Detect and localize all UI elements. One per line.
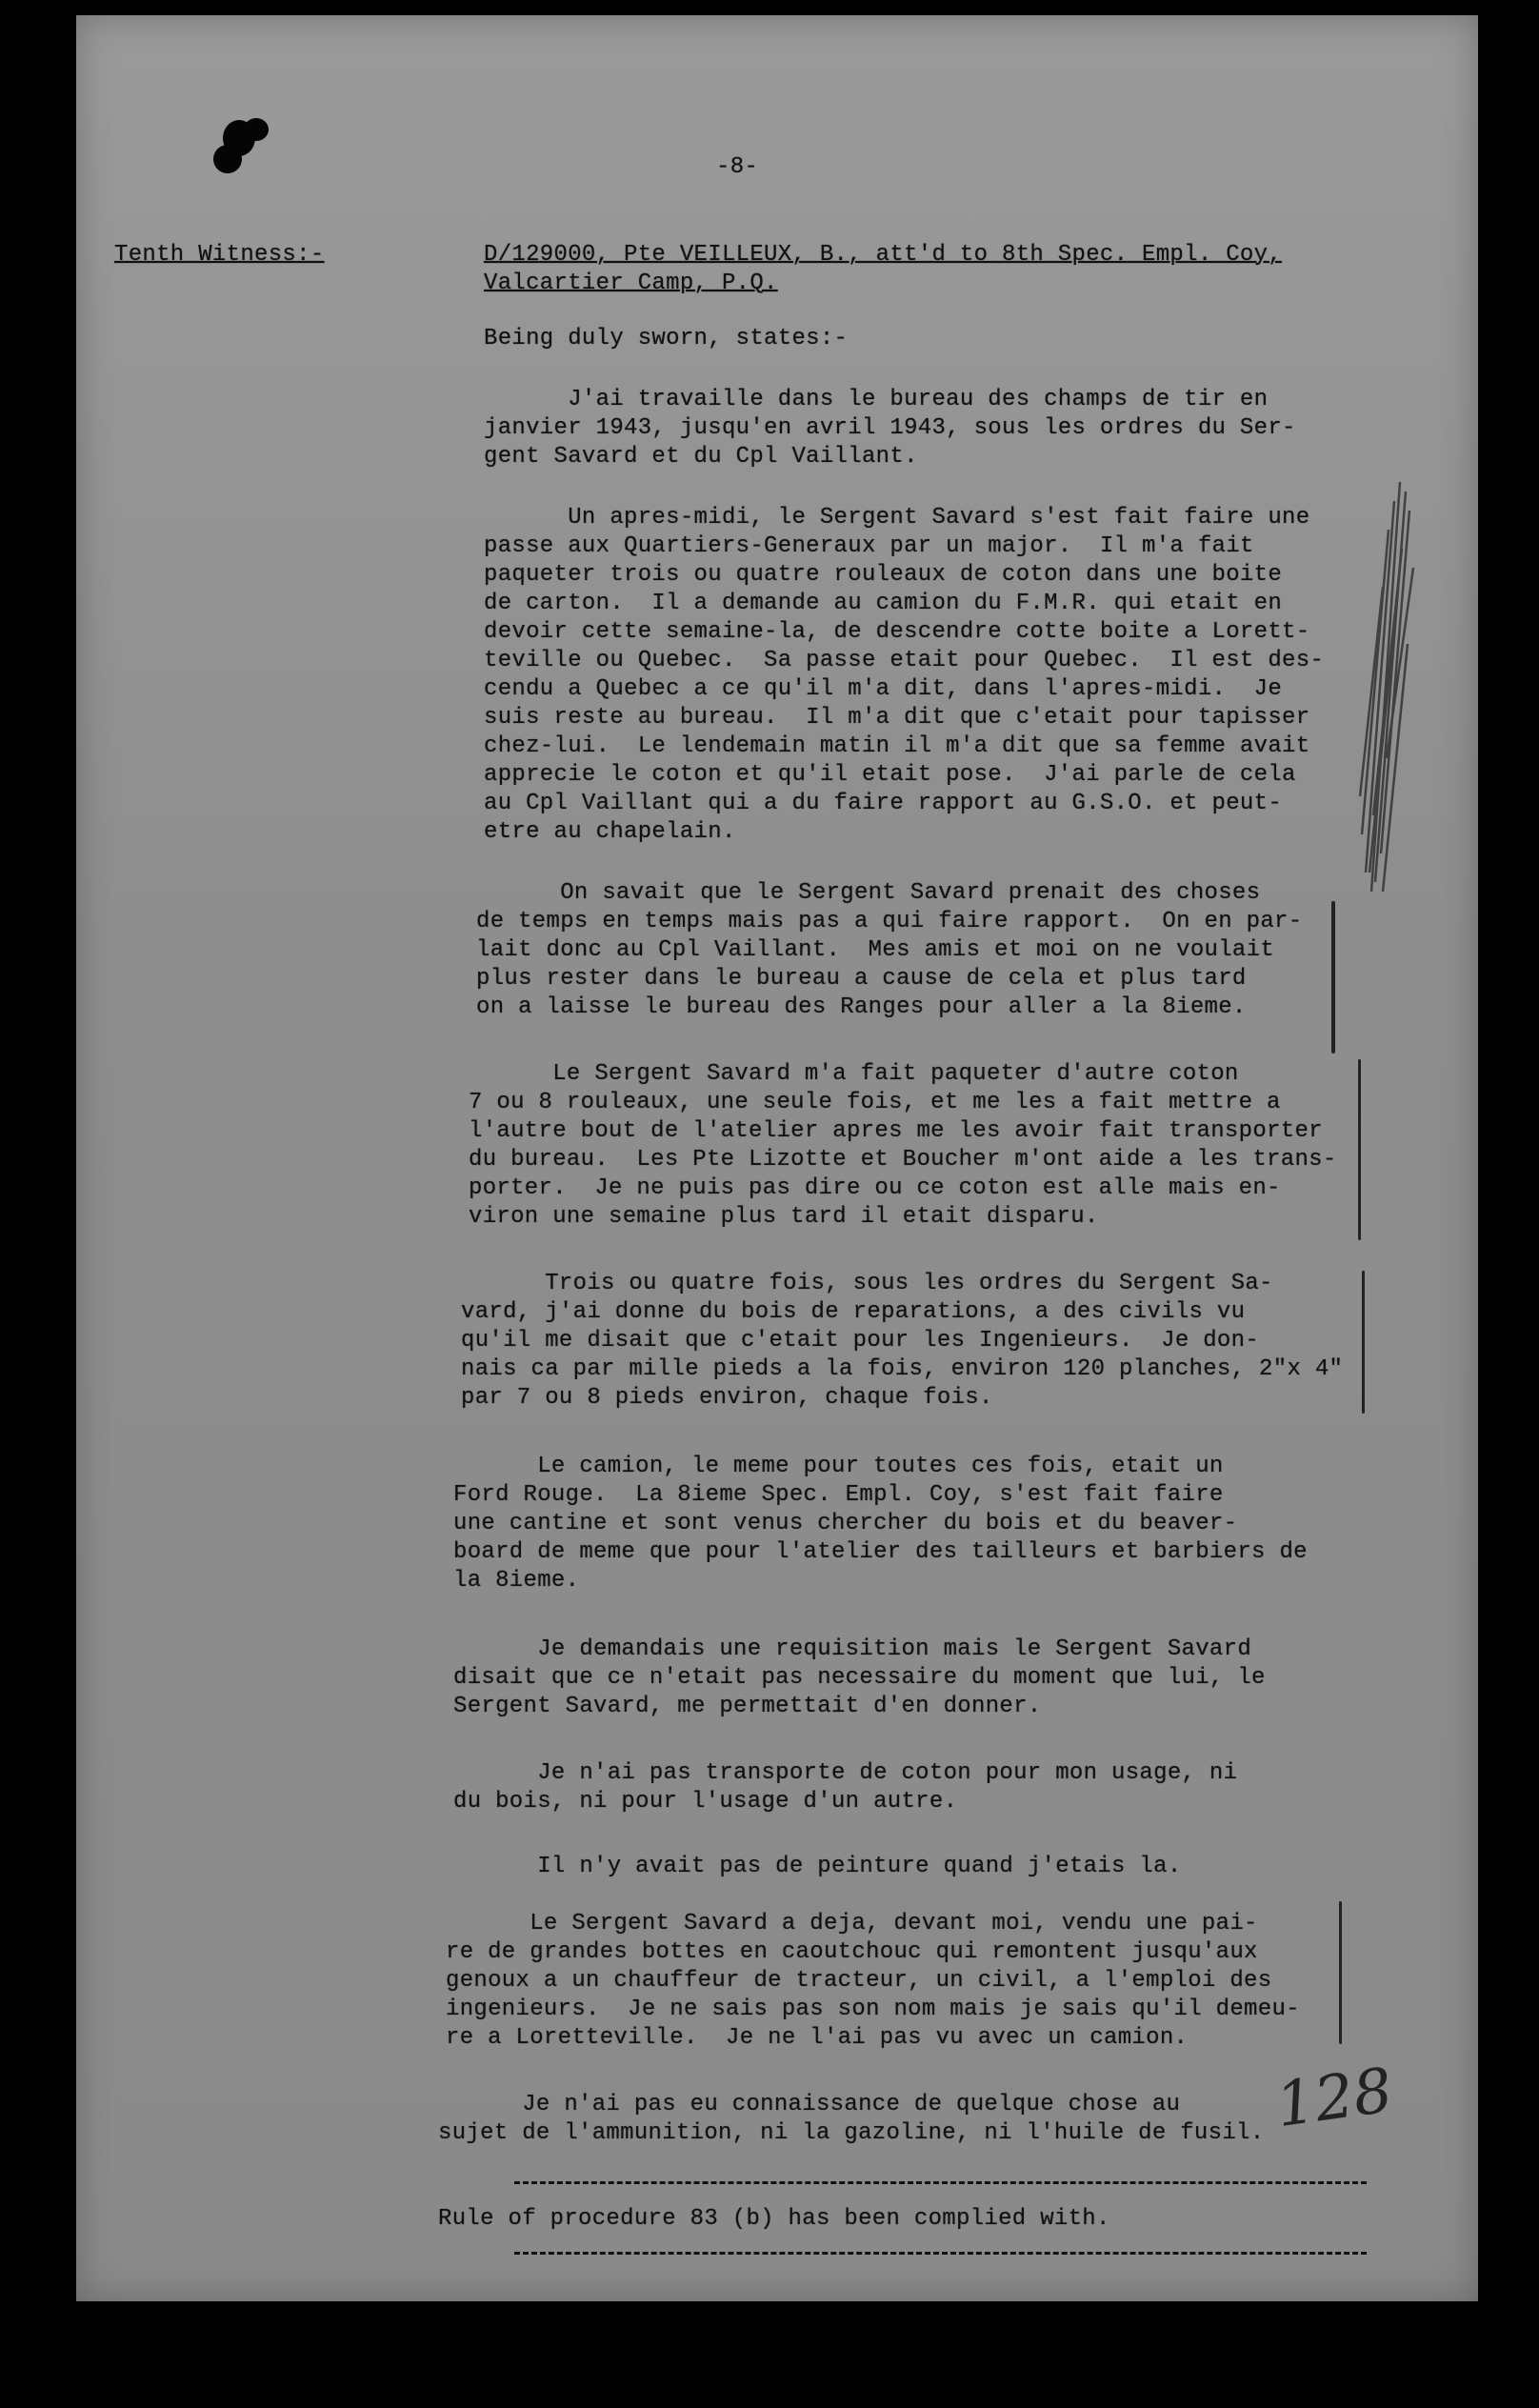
margin-line (1362, 1271, 1365, 1414)
text-line: J'ai travaille dans le bureau des champs de tir en (484, 387, 1269, 412)
text-line: viron une semaine plus tard il etait disparu. (469, 1204, 1099, 1230)
text-line: de carton. Il a demande au camion du F.M.R. qui etait en (484, 591, 1283, 616)
text-line: la 8ieme. (453, 1568, 580, 1594)
text-line: du bois, ni pour l'usage d'un autre. (453, 1789, 958, 1815)
text-line: Le Sergent Savard m'a fait paqueter d'autre coton (469, 1061, 1239, 1087)
text-line: apprecie le coton et qu'il etait pose. J'ai parle de cela (484, 762, 1296, 788)
text-line: Trois ou quatre fois, sous les ordres du Sergent Sa- (461, 1271, 1273, 1296)
text-line: Je n'ai pas transporte de coton pour mon usage, ni (453, 1760, 1238, 1786)
text-line: Ford Rouge. La 8ieme Spec. Empl. Coy, s'est fait faire (453, 1482, 1224, 1508)
margin-line (1358, 1059, 1361, 1240)
text-line: cendu a Quebec a ce qu'il m'a dit, dans l'apres-midi. Je (484, 676, 1283, 702)
text-line: Sergent Savard, me permettait d'en donner. (453, 1694, 1042, 1719)
margin-line (1339, 1901, 1342, 2044)
text-line: porter. Je ne puis pas dire ou ce coton est alle mais en- (469, 1175, 1281, 1201)
text-line: Un apres-midi, le Sergent Savard s'est fait faire une (484, 505, 1310, 531)
text-line: passe aux Quartiers-Generaux par un major. Il m'a fait (484, 533, 1254, 559)
text-line: paqueter trois ou quatre rouleaux de coton dans une boite (484, 562, 1283, 588)
witness-header-line-1: D/129000, Pte VEILLEUX, B., att'd to 8th Spec. Empl. Coy, (484, 242, 1283, 268)
text-line: Le Sergent Savard a deja, devant moi, vendu une pai- (446, 1911, 1258, 1936)
text-line: 7 ou 8 rouleaux, une seule fois, et me les a fait mettre a (469, 1090, 1281, 1115)
text-line: l'autre bout de l'atelier apres me les avoir fait transporter (469, 1118, 1323, 1144)
text-line: etre au chapelain. (484, 819, 736, 845)
text-line: qu'il me disait que c'etait pour les Ingenieurs. Je don- (461, 1328, 1260, 1354)
text-line: Je n'ai pas eu connaissance de quelque chose au (438, 2092, 1181, 2117)
divider-rule-top (514, 2181, 1367, 2184)
text-line: plus rester dans le bureau a cause de cela et plus tard (476, 966, 1247, 992)
document-page (76, 15, 1478, 2301)
text-line: ingenieurs. Je ne sais pas son nom mais je sais qu'il demeu- (446, 1997, 1300, 2022)
text-line: suis reste au bureau. Il m'a dit que c'etait pour tapisser (484, 705, 1310, 731)
text-line: au Cpl Vaillant qui a du faire rapport au G.S.O. et peut- (484, 791, 1283, 816)
sworn-statement: Being duly sworn, states:- (484, 326, 849, 351)
page-number: -8- (716, 154, 759, 180)
text-line: chez-lui. Le lendemain matin il m'a dit que sa femme avait (484, 733, 1310, 759)
text-line: genoux a un chauffeur de tracteur, un civil, a l'emploi des (446, 1968, 1272, 1994)
text-line: disait que ce n'etait pas necessaire du moment que lui, le (453, 1665, 1266, 1691)
text-line: de temps en temps mais pas a qui faire rapport. On en par- (476, 909, 1303, 934)
text-line: nais ca par mille pieds a la fois, environ 120 planches, 2"x 4" (461, 1356, 1344, 1382)
text-line: devoir cette semaine-la, de descendre cotte boite a Lorett- (484, 619, 1310, 645)
margin-pencil-shading (1314, 472, 1429, 911)
witness-label: Tenth Witness:- (114, 242, 325, 268)
text-line: vard, j'ai donne du bois de reparations, a des civils vu (461, 1299, 1246, 1325)
procedure-note: Rule of procedure 83 (b) has been complied with. (438, 2206, 1110, 2232)
text-line: Il n'y avait pas de peinture quand j'etais la. (453, 1854, 1182, 1879)
handwritten-page-number: 128 (1271, 2055, 1397, 2142)
text-line: re de grandes bottes en caoutchouc qui remontent jusqu'aux (446, 1939, 1258, 1965)
margin-line (1331, 901, 1335, 1054)
text-line: on a laisse le bureau des Ranges pour aller a la 8ieme. (476, 994, 1247, 1020)
text-line: janvier 1943, jusqu'en avril 1943, sous les ordres du Ser- (484, 415, 1296, 441)
text-line: lait donc au Cpl Vaillant. Mes amis et moi on ne voulait (476, 937, 1275, 963)
text-line: sujet de l'ammunition, ni la gazoline, ni l'huile de fusil. (438, 2120, 1265, 2146)
text-line: Je demandais une requisition mais le Sergent Savard (453, 1636, 1252, 1662)
text-line: teville ou Quebec. Sa passe etait pour Quebec. Il est des- (484, 648, 1325, 673)
text-line: On savait que le Sergent Savard prenait des choses (476, 880, 1261, 906)
witness-header-line-2: Valcartier Camp, P.Q. (484, 271, 778, 296)
text-line: du bureau. Les Pte Lizotte et Boucher m'ont aide a les trans- (469, 1147, 1337, 1173)
text-line: re a Loretteville. Je ne l'ai pas vu avec un camion. (446, 2025, 1189, 2051)
text-line: gent Savard et du Cpl Vaillant. (484, 444, 918, 470)
text-line: board de meme que pour l'atelier des tailleurs et barbiers de (453, 1539, 1308, 1565)
text-line: une cantine et sont venus chercher du bois et du beaver- (453, 1511, 1238, 1536)
text-line: Le camion, le meme pour toutes ces fois, etait un (453, 1454, 1224, 1479)
text-line: par 7 ou 8 pieds environ, chaque fois. (461, 1385, 993, 1411)
divider-rule-bottom (514, 2252, 1367, 2255)
